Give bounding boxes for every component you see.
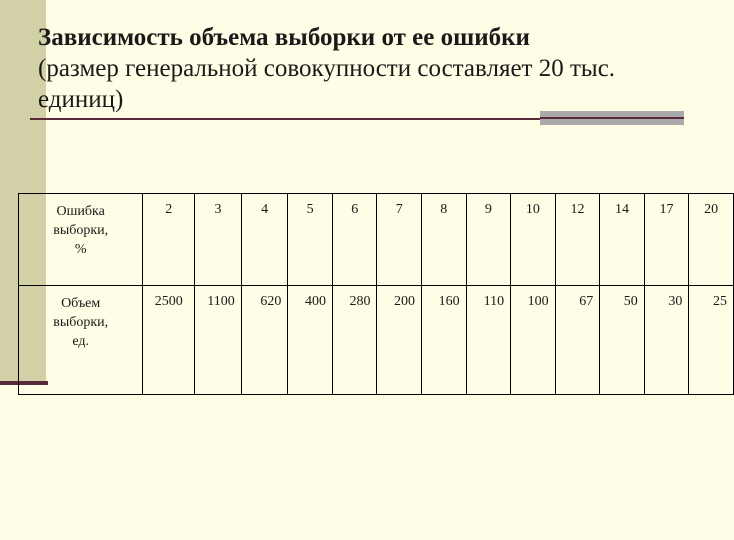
table-cell: 1100 — [195, 286, 242, 395]
table-cell: 30 — [644, 286, 689, 395]
title-underline-accent — [540, 111, 684, 125]
table-cell: 400 — [288, 286, 333, 395]
row-header-error — [19, 194, 143, 286]
row-header-line: ед. — [72, 334, 89, 349]
row-header-line: Объем — [61, 296, 101, 311]
table-cell: 3 — [195, 194, 242, 286]
table-cell: 7 — [377, 194, 422, 286]
slide-title — [38, 22, 698, 115]
table-cell: 12 — [555, 194, 600, 286]
table-cell: 14 — [600, 194, 645, 286]
table-cell: 9 — [466, 194, 511, 286]
table-cell: 25 — [689, 286, 734, 395]
row-header-size — [19, 286, 143, 395]
table-row-size — [19, 286, 734, 395]
table-cell: 5 — [288, 194, 333, 286]
sample-size-table — [18, 193, 734, 395]
row-header-line: выборки, — [53, 315, 109, 330]
table-cell: 620 — [241, 286, 288, 395]
table-cell: 50 — [600, 286, 645, 395]
title-line-1: Зависимость объема выборки от ее ошибки — [38, 24, 530, 51]
table-cell: 280 — [332, 286, 377, 395]
table-cell: 10 — [511, 194, 556, 286]
table-cell: 110 — [466, 286, 511, 395]
title-underline — [30, 118, 540, 120]
table-cell: 67 — [555, 286, 600, 395]
table-row-error — [19, 194, 734, 286]
row-header-line: Ошибка — [56, 204, 105, 219]
title-line-2: (размер генеральной совокупности составляет 20 тыс. — [38, 55, 616, 82]
table-cell: 200 — [377, 286, 422, 395]
title-line-3: единиц) — [38, 86, 124, 113]
table-cell: 2 — [143, 194, 195, 286]
table-cell: 17 — [644, 194, 689, 286]
row-header-line: % — [74, 242, 87, 257]
table-cell: 20 — [689, 194, 734, 286]
table-cell: 4 — [241, 194, 288, 286]
table-cell: 100 — [511, 286, 556, 395]
table-cell: 6 — [332, 194, 377, 286]
table-cell: 160 — [422, 286, 467, 395]
table-cell: 8 — [422, 194, 467, 286]
table-cell: 2500 — [143, 286, 195, 395]
row-header-line: выборки, — [53, 223, 109, 238]
